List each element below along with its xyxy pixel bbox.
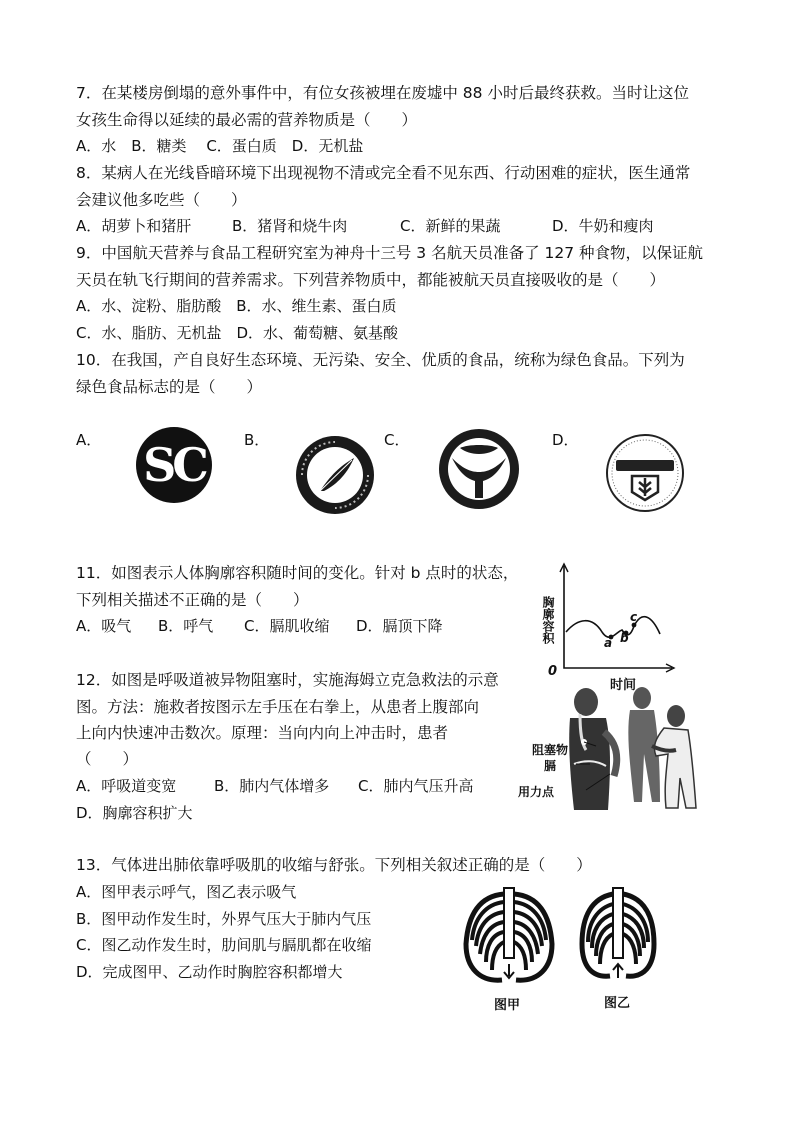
q10-stem-line1: 10．在我国，产自良好生态环境、无污染、安全、优质的食品，统称为绿色食品。下列为 [76,351,685,369]
q12-stem-line2: 图。方法：施救者按图示左手压在右拳上，从患者上腹部向 [76,698,480,716]
q7-options: A．水 B．糖类 C．蛋白质 D．无机盐 [76,137,364,155]
q11-chart-label-b: b [620,631,629,645]
q11-volume-chart [538,560,678,678]
q11-chart-label-c: c [630,610,638,624]
q8-option-c: C．新鲜的果蔬 [400,217,501,235]
q11-stem-line2: 下列相关描述不正确的是（ ） [76,591,309,609]
q8-option-b: B．猪肾和烧牛肉 [232,217,348,235]
q8-option-d: D．牛奶和瘦肉 [552,217,654,235]
q13-ribcage-jia-icon [460,884,558,992]
q12-option-b: B．肺内气体增多 [214,777,330,795]
q12-stem-line1: 12．如图是呼吸道被异物阻塞时，实施海姆立克急救法的示意 [76,671,499,689]
q10-label-a: A． [76,431,102,449]
q11-chart-xlabel: 时间 [610,678,637,693]
q13-label-yi: 图乙 [604,996,631,1011]
q8-stem-line2: 会建议他多吃些（ ） [76,191,247,209]
q10-label-d: D． [552,431,579,449]
q7-stem-line2: 女孩生命得以延续的最必需的营养物质是（ ） [76,111,418,129]
q13-option-c: C．图乙动作发生时，肋间肌与膈肌都在收缩 [76,936,372,954]
q12-stem-line4: （ ） [76,750,139,768]
q9-options-row2: C．水、脂肪、无机盐 D．水、葡萄糖、氨基酸 [76,324,399,342]
q13-option-b: B．图甲动作发生时，外界气压大于肺内气压 [76,910,372,928]
q12-label-force-point: 用力点 [518,785,555,799]
q13-option-d: D．完成图甲、乙动作时胸腔容积都增大 [76,963,343,981]
q13-option-a: A．图甲表示呼气，图乙表示吸气 [76,883,297,901]
logo-sc-text: SC [143,438,205,492]
q11-chart-ylabel: 胸廓容积 [541,596,555,644]
logo-sc-icon [136,427,212,503]
q11-option-d: D．膈顶下降 [356,617,443,635]
q12-label-diaphragm: 膈 [544,759,557,773]
q9-stem-line1: 9．中国航天营养与食品工程研究室为神舟十三号 3 名航天员准备了 127 种食物，以保证航 [76,244,704,262]
q12-label-obstruction: 阻塞物 [532,743,569,757]
q12-option-d: D．胸廓容积扩大 [76,804,193,822]
q11-stem-line1: 11．如图表示人体胸廓容积随时间的变化。针对 b 点时的状态， [76,564,519,582]
q12-option-c: C．肺内气压升高 [358,777,474,795]
q11-option-a: A．吸气 [76,617,132,635]
q12-stem-line3: 上向内快速冲击数次。原理：当向内向上冲击时，患者 [76,724,449,742]
q10-stem-line2: 绿色食品标志的是（ ） [76,378,263,396]
q9-options-row1: A．水、淀粉、脂肪酸 B．水、维生素、蛋白质 [76,297,397,315]
logo-green-food-icon [438,428,520,510]
q13-ribcage-yi-icon [574,884,662,992]
q11-option-b: B．呼气 [158,617,214,635]
q10-label-b: B． [244,431,270,449]
q11-chart-origin: 0 [548,664,558,679]
q13-arrow-down-icon [504,964,514,978]
q7-stem-line1: 7．在某楼房倒塌的意外事件中，有位女孩被埋在废墟中 88 小时后最终获救。当时让这位 [76,84,689,102]
q11-option-c: C．膈肌收缩 [244,617,330,635]
q8-option-a: A．胡萝卜和猪肝 [76,217,192,235]
q9-stem-line2: 天员在轨飞行期间的营养需求。下列营养物质中，都能被航天员直接吸收的是（ ） [76,271,666,289]
q10-label-c: C． [384,431,410,449]
q13-stem-line1: 13．气体进出肺依靠呼吸肌的收缩与舒张。下列相关叙述正确的是（ ） [76,856,592,874]
q8-stem-line1: 8．某病人在光线昏暗环境下出现视物不清或完全看不见东西、行动困难的症状，医生通常 [76,164,691,182]
q11-chart-label-a: a [604,636,613,650]
q13-label-jia: 图甲 [494,998,521,1013]
q13-arrow-up-icon [613,964,623,978]
logo-feather-seal-icon [294,434,376,516]
q11-chart-axes [564,566,672,668]
q12-option-a: A．呼吸道变宽 [76,777,177,795]
q12-heimlich-figure [556,684,698,814]
q11-chart-curve [566,617,660,638]
logo-wheat-icon [606,434,684,512]
